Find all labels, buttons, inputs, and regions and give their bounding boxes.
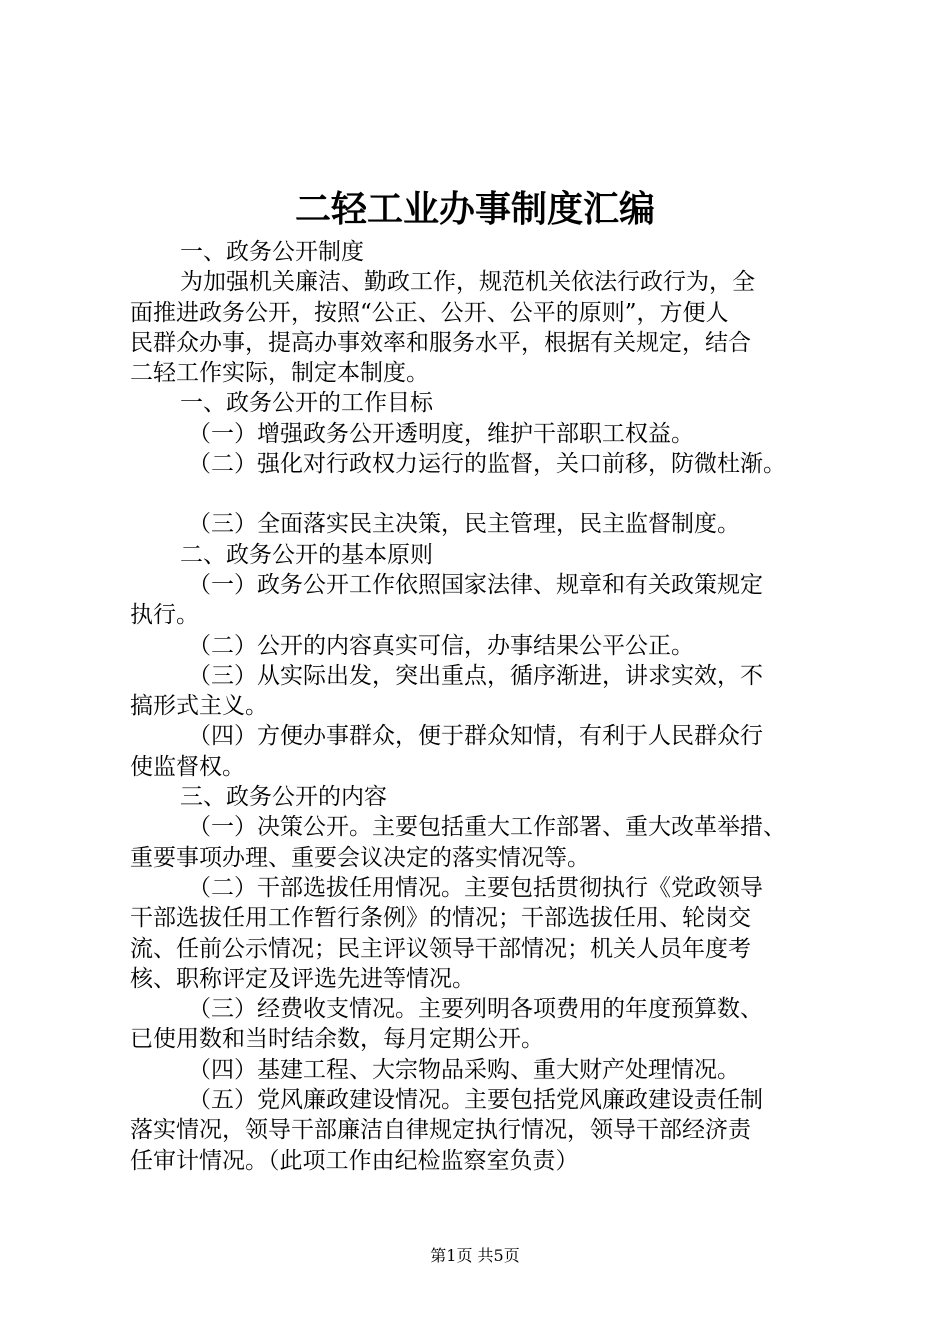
page-title: 二轻工业办事制度汇编 [294, 188, 655, 230]
paragraph-line: 使监督权。 [130, 753, 245, 780]
paragraph-line: 民群众办事，提高办事效率和服务水平，根据有关规定，结合 [130, 329, 751, 356]
paragraph-line: 面推进政务公开，按照“公正、公开、公平的原则”，方便人 [130, 299, 729, 326]
list-item: （五）党风廉政建设情况。主要包括党风廉政建设责任制 [188, 1087, 763, 1114]
page-footer: 第1页 共5页 [430, 1246, 520, 1265]
paragraph-line: 任审计情况。（此项工作由纪检监察室负责） [130, 1147, 579, 1174]
list-item: （四）方便办事群众，便于群众知情，有利于人民群众行 [188, 723, 763, 750]
list-item: （三）全面落实民主决策，民主管理，民主监督制度。 [188, 511, 740, 538]
section-heading: 一、政务公开制度 [180, 239, 364, 265]
list-item: （一）增强政务公开透明度，维护干部职工权益。 [188, 420, 694, 447]
paragraph-line: 干部选拔任用工作暂行条例》的情况；干部选拔任用、轮岗交 [130, 905, 751, 932]
list-item: （二）强化对行政权力运行的监督，关口前移，防微杜渐。 [188, 451, 786, 478]
list-item: （三）从实际出发，突出重点，循序渐进，讲求实效，不 [188, 662, 763, 689]
list-item: （一）政务公开工作依照国家法律、规章和有关政策规定 [188, 571, 763, 598]
section-heading: 三、政务公开的内容 [180, 784, 387, 811]
list-item: （二）公开的内容真实可信，办事结果公平公正。 [188, 632, 694, 659]
paragraph-line: 核、职称评定及评选先进等情况。 [130, 965, 475, 992]
list-item: （一）决策公开。主要包括重大工作部署、重大改革举措、 [188, 814, 786, 841]
document-body [130, 237, 835, 1176]
paragraph-line: 执行。 [130, 602, 199, 629]
section-heading: 二、政务公开的基本原则 [180, 541, 433, 568]
blank-line [130, 479, 835, 509]
list-item: （二）干部选拔任用情况。主要包括贯彻执行《党政领导 [188, 874, 763, 901]
list-item: （四）基建工程、大宗物品采购、重大财产处理情况。 [188, 1056, 740, 1083]
paragraph-line: 重要事项办理、重要会议决定的落实情况等。 [130, 844, 590, 871]
list-item: （三）经费收支情况。主要列明各项费用的年度预算数、 [188, 996, 763, 1023]
paragraph-line: 落实情况，领导干部廉洁自律规定执行情况，领导干部经济责 [130, 1117, 751, 1144]
paragraph-line: 已使用数和当时结余数，每月定期公开。 [130, 1026, 544, 1053]
paragraph-line: 为加强机关廉洁、勤政工作，规范机关依法行政行为，全 [180, 269, 755, 296]
paragraph-line: 二轻工作实际，制定本制度。 [130, 360, 429, 387]
paragraph-line: 搞形式主义。 [130, 693, 268, 720]
section-heading: 一、政务公开的工作目标 [180, 390, 433, 417]
paragraph-line: 流、任前公示情况；民主评议领导干部情况；机关人员年度考 [130, 935, 751, 962]
